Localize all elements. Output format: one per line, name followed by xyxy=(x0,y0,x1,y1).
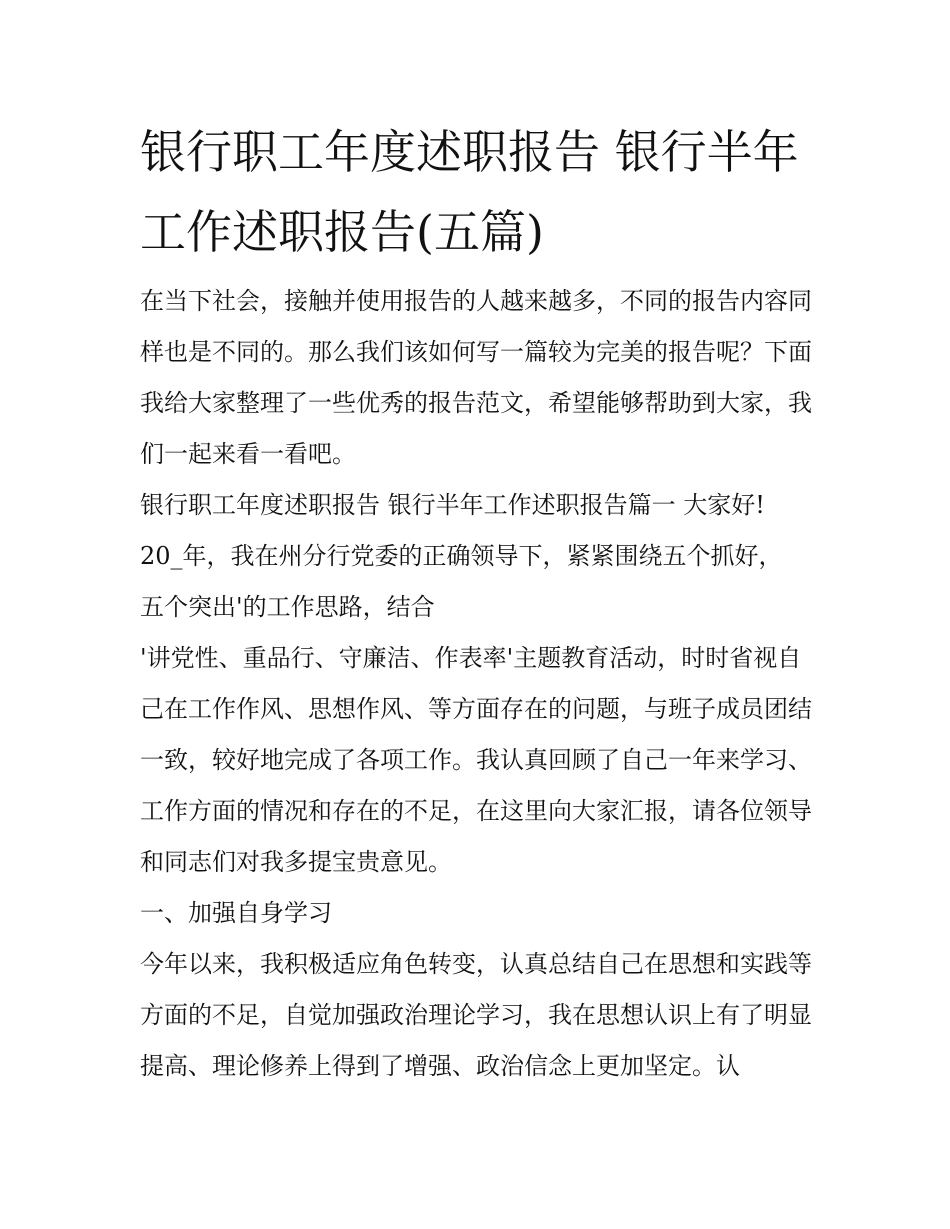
paragraph-year-summary: 20_年，我在州分行党委的正确领导下，紧紧围绕五个抓好， xyxy=(140,542,783,570)
paragraph-work-approach: 五个突出'的工作思路，结合 xyxy=(140,593,435,621)
paragraph-heading-study: 一、加强自身学习 xyxy=(140,899,332,927)
paragraph-education-activity: '讲党性、重品行、守廉洁、作表率'主题教育活动，时时省视自己在工作作风、思想作风、等方面存在的问题，与班子成员团结一致，较好地完成了各项工作。我认真回顾了自己一年来学习、工作方面的情况和存在的不足，在这里向大家汇报，请各位领导和同志们对我多提宝贵意见。 xyxy=(140,644,812,876)
document-title: 银行职工年度述职报告 银行半年工作述职报告(五篇) xyxy=(140,125,799,259)
paragraph-section-heading: 银行职工年度述职报告 银行半年工作述职报告篇一 大家好! xyxy=(140,491,765,519)
paragraph-intro: 在当下社会，接触并使用报告的人越来越多，不同的报告内容同样也是不同的。那么我们该如何写一篇较为完美的报告呢？下面我给大家整理了一些优秀的报告范文，希望能够帮助到大家，我们一起来看一看吧。 xyxy=(140,287,812,468)
document-body xyxy=(140,276,816,1092)
paragraph-study-detail: 今年以来，我积极适应角色转变，认真总结自己在思想和实践等方面的不足，自觉加强政治理论学习，我在思想认识上有了明显提高、理论修养上得到了增强、政治信念上更加坚定。认 xyxy=(140,950,812,1080)
